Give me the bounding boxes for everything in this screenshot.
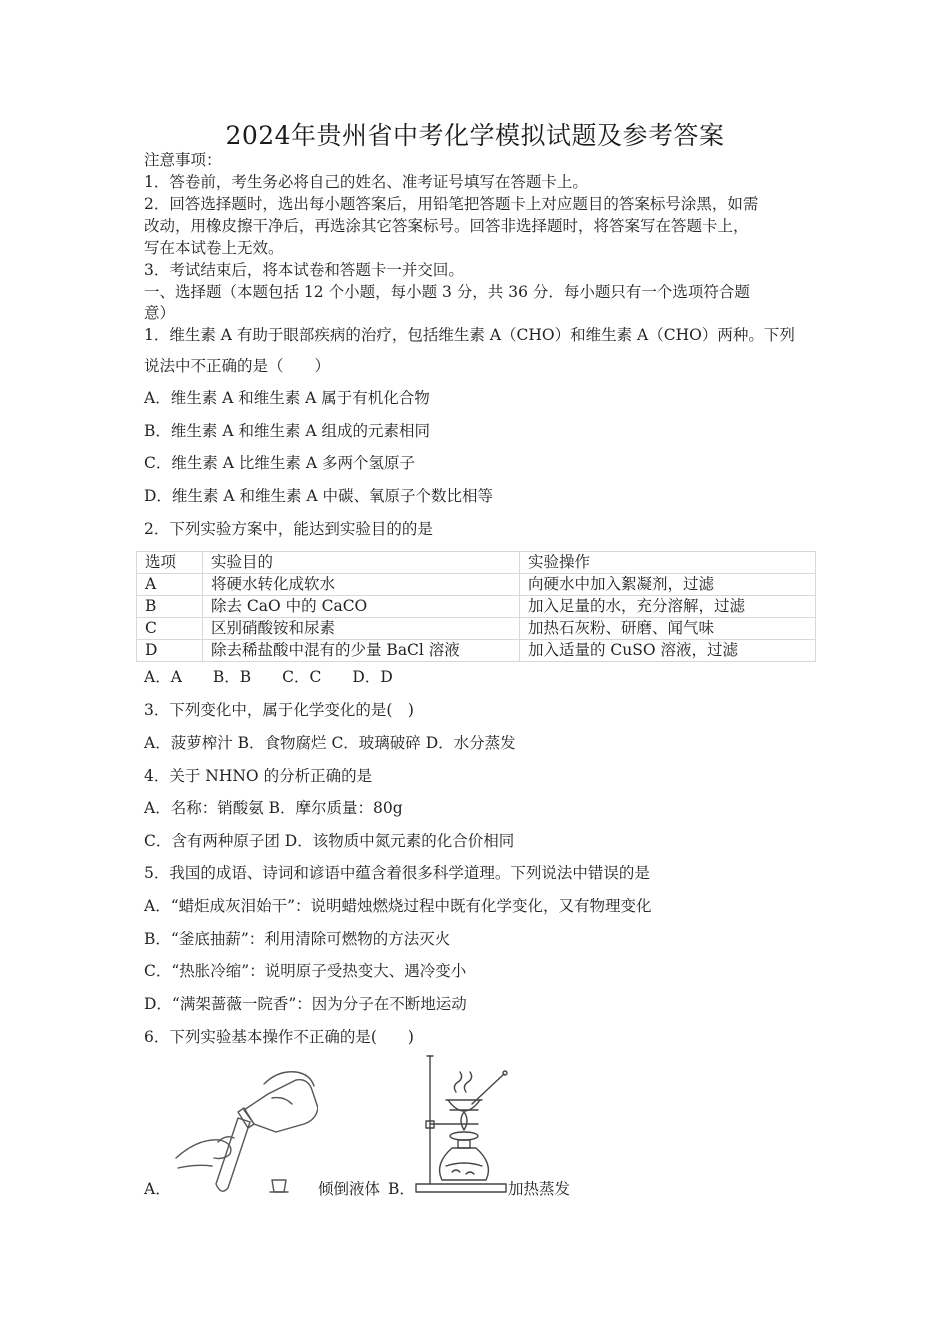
- table-header-cell: 实验操作: [520, 552, 816, 574]
- q5-stem: 5．我国的成语、诗词和谚语中蕴含着很多科学道理。下列说法中错误的是: [144, 864, 650, 882]
- table-cell: D: [137, 640, 203, 662]
- q2-table: [136, 551, 816, 662]
- q5-option-d: D．“满架蔷薇一院香”：因为分子在不断地运动: [144, 995, 467, 1013]
- section-heading-cont: 意）: [144, 304, 176, 322]
- table-cell: 向硬水中加入絮凝剂，过滤: [520, 574, 816, 596]
- q6-option-a-letter: A．: [144, 1180, 171, 1198]
- notice-item: 2．回答选择题时，选出每小题答案后，用铅笔把答题卡上对应题目的答案标号涂黑，如需: [144, 195, 759, 213]
- q5-option-a: A．“蜡炬成灰泪始干”：说明蜡烛燃烧过程中既有化学变化，又有物理变化: [144, 897, 652, 915]
- notice-item: 3．考试结束后，将本试卷和答题卡一并交回。: [144, 261, 464, 279]
- q6-option-b-text: 加热蒸发: [508, 1180, 571, 1198]
- q2-answer-options: A．A B．B C．C D．D: [144, 668, 393, 686]
- table-cell: 加热石灰粉、研磨、闻气味: [520, 618, 816, 640]
- table-cell: 加入适量的 CuSO 溶液，过滤: [520, 640, 816, 662]
- q5-option-b: B．“釜底抽薪”：利用清除可燃物的方法灭火: [144, 930, 451, 948]
- q4-options: C．含有两种原子团 D．该物质中氮元素的化合价相同: [144, 832, 515, 850]
- table-header-row: [137, 552, 816, 574]
- notice-item: 写在本试卷上无效。: [144, 239, 284, 257]
- table-header-cell: 实验目的: [203, 552, 520, 574]
- q1-option-c: C．维生素 A 比维生素 A 多两个氢原子: [144, 454, 415, 472]
- table-cell: 除去 CaO 中的 CaCO: [203, 596, 520, 618]
- q2-stem: 2．下列实验方案中，能达到实验目的的是: [144, 520, 433, 538]
- q1-stem-cont: 说法中不正确的是（ ）: [144, 357, 331, 375]
- notice-heading: 注意事项：: [144, 151, 222, 169]
- table-cell: 加入足量的水，充分溶解，过滤: [520, 596, 816, 618]
- q1-option-a: A．维生素 A 和维生素 A 属于有机化合物: [144, 389, 430, 407]
- pouring-liquid-figure: [168, 1068, 318, 1198]
- table-cell: 将硬水转化成软水: [203, 574, 520, 596]
- table-row: [137, 596, 816, 618]
- q6-option-b-letter: B．: [388, 1180, 415, 1198]
- table-header-cell: 选项: [137, 552, 203, 574]
- q6-stem: 6．下列实验基本操作不正确的是( ): [144, 1028, 414, 1046]
- q1-stem: 1．维生素 A 有助于眼部疾病的治疗，包括维生素 A（CHO）和维生素 A（CHO）两种。下列: [144, 326, 795, 344]
- q1-option-b: B．维生素 A 和维生素 A 组成的元素相同: [144, 422, 430, 440]
- q1-option-d: D．维生素 A 和维生素 A 中碳、氧原子个数比相等: [144, 487, 494, 505]
- table-cell: 区别硝酸铵和尿素: [203, 618, 520, 640]
- q3-options: A．菠萝榨汁 B．食物腐烂 C．玻璃破碎 D．水分蒸发: [144, 734, 516, 752]
- table-row: [137, 618, 816, 640]
- table-cell: B: [137, 596, 203, 618]
- table-row: [137, 640, 816, 662]
- q3-stem: 3．下列变化中，属于化学变化的是( ): [144, 701, 414, 719]
- page-title: 2024年贵州省中考化学模拟试题及参考答案: [225, 121, 725, 150]
- notice-item: 1．答卷前，考生务必将自己的姓名、准考证号填写在答题卡上。: [144, 173, 588, 191]
- q5-option-c: C．“热胀冷缩”：说明原子受热变大、遇冷变小: [144, 962, 467, 980]
- table-cell: A: [137, 574, 203, 596]
- q4-stem: 4．关于 NHNO 的分析正确的是: [144, 767, 373, 785]
- section-heading: 一、选择题（本题包括 12 个小题，每小题 3 分，共 36 分．每小题只有一个选项符合题: [144, 283, 750, 301]
- q6-option-a-text: 倾倒液体: [318, 1180, 381, 1198]
- table-cell: C: [137, 618, 203, 640]
- table-cell: 除去稀盐酸中混有的少量 BaCl 溶液: [203, 640, 520, 662]
- heating-evaporation-figure: [406, 1052, 512, 1198]
- notice-item: 改动，用橡皮擦干净后，再选涂其它答案标号。回答非选择题时，将答案写在答题卡上，: [144, 217, 749, 235]
- table-row: [137, 574, 816, 596]
- q4-options: A．名称：销酸氨 B．摩尔质量：80g: [144, 799, 403, 817]
